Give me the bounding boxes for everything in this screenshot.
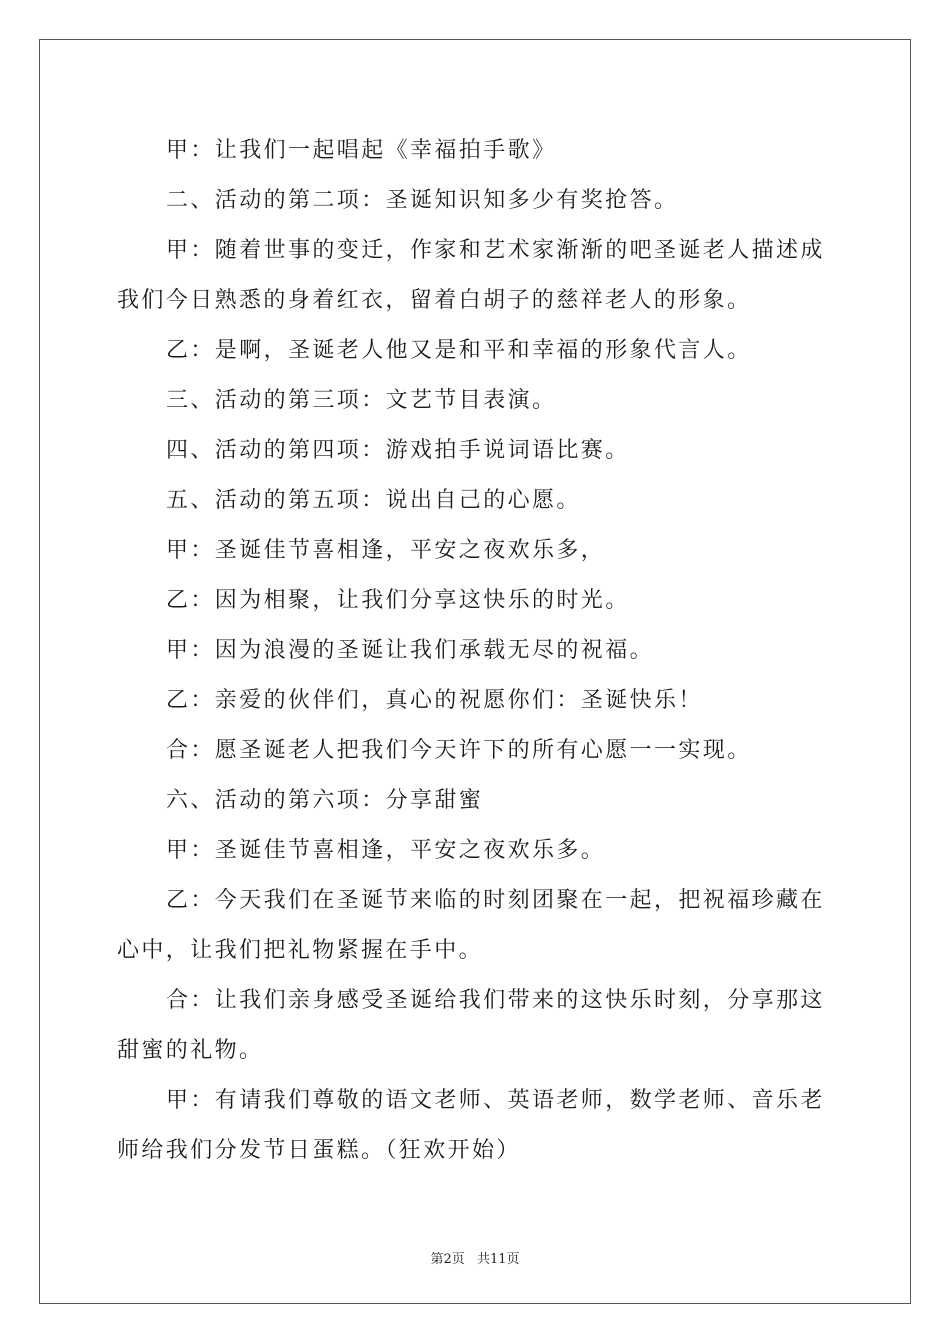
page-footer	[0, 1248, 950, 1267]
paragraph: 甲：随着世事的变迁，作家和艺术家渐渐的吧圣诞老人描述成我们今日熟悉的身着红衣，留着白胡子的慈祥老人的形象。	[117, 238, 825, 313]
paragraph: 甲：让我们一起唱起《幸福拍手歌》	[166, 138, 557, 163]
paragraph: 甲：圣诞佳节喜相逢，平安之夜欢乐多，	[166, 538, 606, 563]
paragraph: 甲：因为浪漫的圣诞让我们承载无尽的祝福。	[166, 638, 655, 663]
paragraph: 甲：圣诞佳节喜相逢，平安之夜欢乐多。	[166, 838, 606, 863]
paragraph: 合：愿圣诞老人把我们今天许下的所有心愿一一实现。	[166, 738, 752, 763]
paragraph: 乙：亲爱的伙伴们，真心的祝愿你们：圣诞快乐！	[166, 688, 703, 713]
paragraph: 五、活动的第五项：说出自己的心愿。	[166, 488, 581, 513]
paragraph: 合：让我们亲身感受圣诞给我们带来的这快乐时刻，分享那这甜蜜的礼物。	[117, 988, 825, 1063]
page-total: 共11页	[476, 1252, 520, 1267]
paragraph: 三、活动的第三项：文艺节目表演。	[166, 388, 557, 413]
paragraph: 乙：因为相聚，让我们分享这快乐的时光。	[166, 588, 630, 613]
paragraph: 四、活动的第四项：游戏拍手说词语比赛。	[166, 438, 630, 463]
page-number: 第2页	[430, 1252, 465, 1267]
paragraph: 二、活动的第二项：圣诞知识知多少有奖抢答。	[166, 188, 679, 213]
paragraph: 六、活动的第六项：分享甜蜜	[166, 788, 484, 813]
paragraph: 乙：今天我们在圣诞节来临的时刻团聚在一起，把祝福珍藏在心中，让我们把礼物紧握在手中。	[117, 888, 825, 963]
paragraph: 乙：是啊，圣诞老人他又是和平和幸福的形象代言人。	[166, 338, 752, 363]
paragraph: 甲：有请我们尊敬的语文老师、英语老师，数学老师、音乐老师给我们分发节日蛋糕。（狂欢开始）	[117, 1088, 825, 1163]
document-body	[117, 126, 837, 1176]
